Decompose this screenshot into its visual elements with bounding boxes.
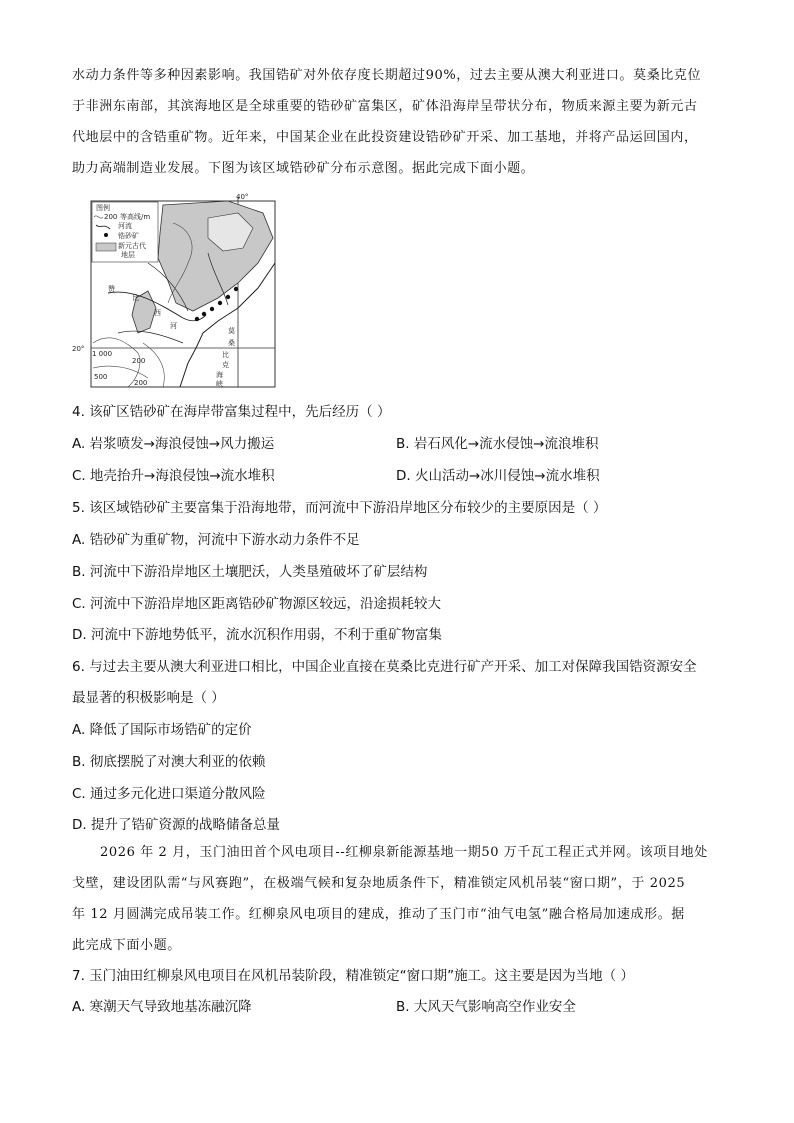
contour-label-200-a: 200 [132,357,146,365]
zircon-deposit [202,312,206,316]
q6-option-c[interactable]: C. 通过多元化进口渠道分散风险 [72,786,266,802]
q4-option-c[interactable]: C. 地壳抬升→海浪侵蚀→流水堆积 [72,468,275,484]
q7-stem: 7. 玉门油田红柳泉风电项目在风机吊装阶段，精准锁定“窗口期”施工。这主要是因为当地（ ） [72,968,634,984]
legend-strata-label-2: 地层 [121,251,135,259]
legend-contour-value: 200 [104,213,118,221]
passage-1-line-1: 水动力条件等多种因素影响。我国锆矿对外依存度长期超过90%，过去主要从澳大利亚进口。莫桑比克位 [72,68,702,83]
q5-option-d[interactable]: D. 河流中下游地势低平，流水沉积作用弱，不利于重矿物富集 [72,627,442,643]
q6-option-d[interactable]: D. 提升了锆矿资源的战略储备总量 [72,817,280,833]
sea-char-2: 桑 [228,339,235,347]
q4-option-b[interactable]: B. 岩石风化→流水侵蚀→流浪堆积 [396,436,599,452]
contour-label-500: 500 [94,373,108,381]
passage-2-line-2: 戈壁，建设团队需“与风赛跑”，在极端气候和复杂地质条件下，精准锁定风机吊装“窗口期”，于 2025 [72,876,686,891]
legend-zircon-label: 锆砂矿 [118,232,139,240]
legend-zircon-symbol [104,233,108,237]
q5-stem: 5. 该区域锆砂矿主要富集于沿海地带，而河流中下游沿岸地区分布较少的主要原因是（ ） [72,500,607,516]
zircon-distribution-map [72,193,282,390]
q7-option-a[interactable]: A. 寒潮天气导致地基冻融沉降 [72,999,252,1015]
contour-label-1000: 1 000 [92,350,113,358]
zircon-deposit [195,317,199,321]
zircon-deposit [218,301,222,305]
q4-option-d[interactable]: D. 火山活动→冰川侵蚀→流水堆积 [396,468,600,484]
longitude-label: 40° [236,193,249,201]
sea-char-6: 峡 [216,380,223,388]
river-char-2: 比 [132,294,139,302]
zircon-deposit [210,307,214,311]
legend-strata-symbol [96,243,116,251]
q7-option-b[interactable]: B. 大风天气影响高空作业安全 [396,999,576,1015]
zircon-deposit [226,295,230,299]
legend-strata-label-1: 新元古代 [118,242,146,250]
sea-char-1: 莫 [228,327,235,335]
river-char-4: 河 [170,322,177,330]
latitude-label: 20° [72,345,85,353]
legend-river-label: 河流 [118,222,132,230]
sea-char-5: 海 [216,371,223,379]
passage-2-line-4: 此完成下面小题。 [72,938,181,953]
q6-stem-line-2: 最显著的积极影响是（ ） [72,690,225,706]
passage-1-line-4: 助力高端制造业发展。下图为该区域锆砂矿分布示意图。据此完成下面小题。 [72,161,535,176]
passage-2-line-3: 年 12 月圆满完成吊装工作。红柳泉风电项目的建成，推动了玉门市“油气电氢”融合格局加速成形。据 [72,907,685,922]
q5-option-c[interactable]: C. 河流中下游沿岸地区距离锆砂矿物源区较远，沿途损耗较大 [72,596,442,612]
legend-contour-label: 等高线/m [120,213,151,221]
q4-stem: 4. 该矿区锆砂矿在海岸带富集过程中，先后经历（ ） [72,404,391,420]
river-char-3: 西 [154,309,161,317]
legend-title: 图例 [96,204,110,212]
sea-char-4: 克 [222,361,229,369]
q6-option-a[interactable]: A. 降低了国际市场锆矿的定价 [72,722,252,738]
passage-1-line-2: 于非洲东南部，其滨海地区是全球重要的锆砂矿富集区，矿体沿海岸呈带状分布，物质来源主要为新元古 [72,99,698,114]
zircon-deposit [234,287,238,291]
passage-2-line-1: 2026 年 2 月，玉门油田首个风电项目--红柳泉新能源基地一期50 万千瓦工程正式并网。该项目地处 [100,845,708,860]
q6-option-b[interactable]: B. 彻底摆脱了对澳大利亚的依赖 [72,754,266,770]
q4-option-a[interactable]: A. 岩浆喷发→海浪侵蚀→风力搬运 [72,436,275,452]
q6-stem-line-1: 6. 与过去主要从澳大利亚进口相比，中国企业直接在莫桑比克进行矿产开采、加工对保障我国锆资源安全 [72,659,697,675]
sea-char-3: 比 [222,351,229,359]
q5-option-a[interactable]: A. 锆砂矿为重矿物，河流中下游水动力条件不足 [72,532,360,548]
q5-option-b[interactable]: B. 河流中下游沿岸地区土壤肥沃，人类垦殖破坏了矿层结构 [72,564,428,580]
river-char-1: 赞 [108,285,115,293]
passage-1-line-3: 代地层中的含锆重矿物。近年来，中国某企业在此投资建设锆砂矿开采、加工基地，并将产品运回国内， [72,130,698,145]
map-svg [72,193,282,390]
river-branch-3 [118,331,183,343]
contour-label-200-b: 200 [134,379,148,387]
